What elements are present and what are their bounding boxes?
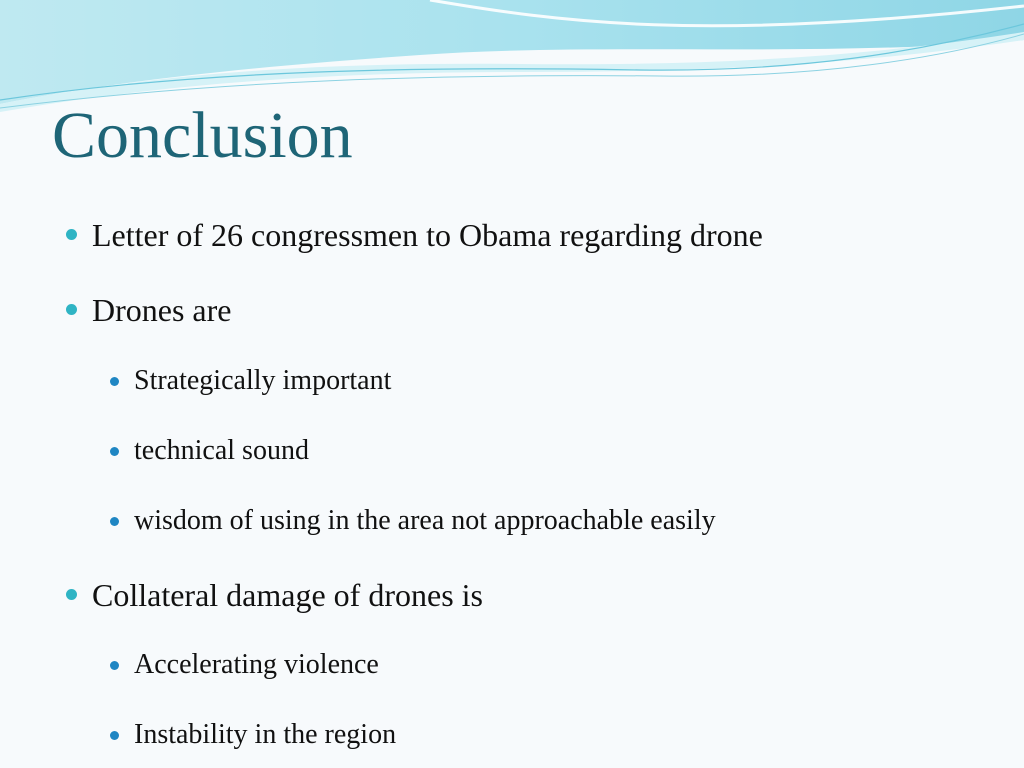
bullet-text: Drones are (92, 292, 232, 328)
sub-bullet-item (134, 504, 716, 538)
sub-bullet-text: technical sound (134, 435, 309, 466)
bullet-item (92, 215, 763, 255)
sub-bullet-dot-icon (110, 377, 119, 386)
bullet-text: Letter of 26 congressmen to Obama regarding drone (92, 217, 763, 253)
sub-bullet-dot-icon (110, 447, 119, 456)
sub-bullet-item (134, 718, 396, 752)
sub-bullet-text: wisdom of using in the area not approachable easily (134, 505, 716, 536)
bullet-dot-icon (66, 229, 77, 240)
sub-bullet-text: Strategically important (134, 365, 392, 396)
bullet-item (92, 575, 483, 615)
bullet-text: Collateral damage of drones is (92, 577, 483, 613)
bullet-dot-icon (66, 304, 77, 315)
sub-bullet-item (134, 648, 379, 682)
sub-bullet-item (134, 364, 391, 398)
sub-bullet-dot-icon (110, 731, 119, 740)
sub-bullet-dot-icon (110, 517, 119, 526)
sub-bullet-dot-icon (110, 661, 119, 670)
slide-title: Conclusion (52, 99, 353, 172)
sub-bullet-item (134, 434, 309, 468)
sub-bullet-text: Instability in the region (134, 719, 397, 750)
bullet-dot-icon (66, 589, 77, 600)
bullet-item (92, 290, 231, 330)
sub-bullet-text: Accelerating violence (134, 649, 379, 680)
